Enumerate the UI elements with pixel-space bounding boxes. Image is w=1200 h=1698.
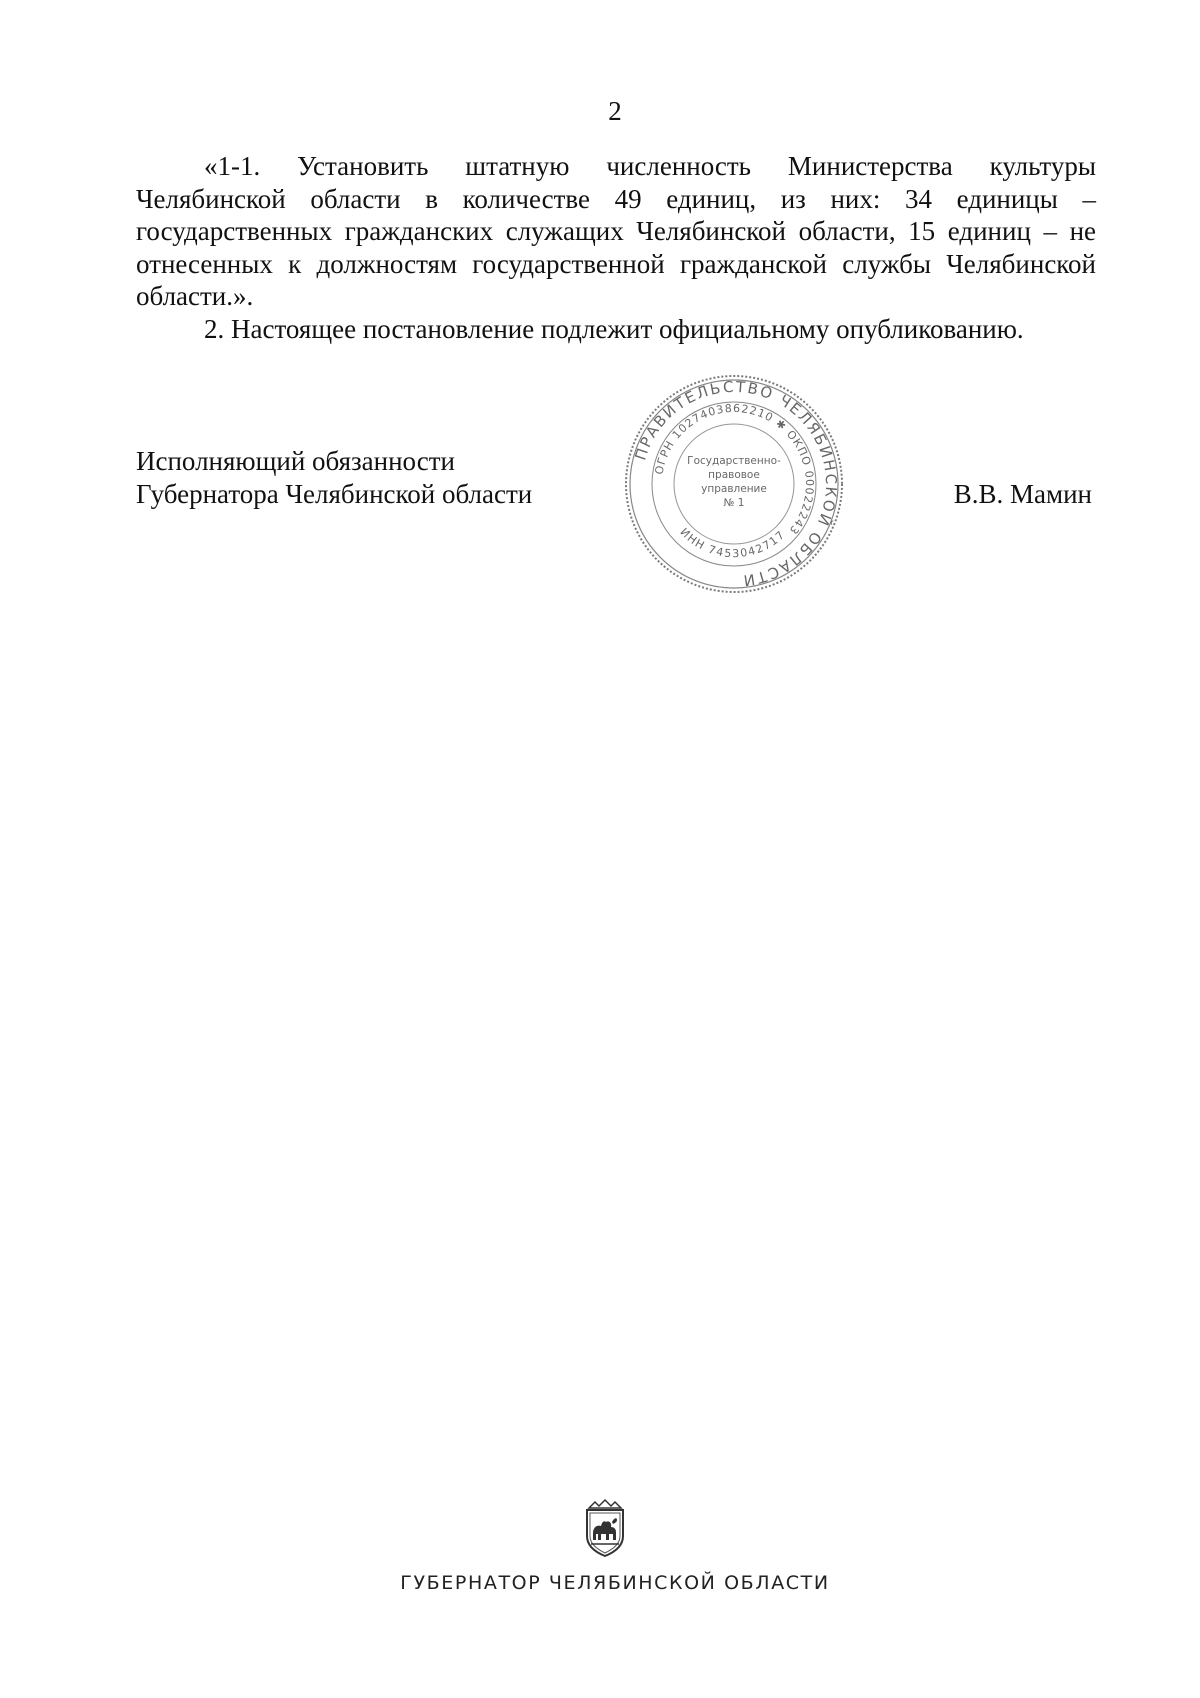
seal-center-line1: Государственно- xyxy=(687,455,781,467)
footer-title: ГУБЕРНАТОР ЧЕЛЯБИНСКОЙ ОБЛАСТИ xyxy=(400,1572,830,1594)
official-seal xyxy=(622,372,846,596)
seal-center-line4: № 1 xyxy=(723,497,745,509)
signature-title-line1: Исполняющий обязанности xyxy=(136,446,455,476)
signer-name: В.В. Мамин xyxy=(953,479,1092,509)
seal-center-line3: управление xyxy=(701,483,767,495)
seal-outer-text: ПРАВИТЕЛЬСТВО ЧЕЛЯБИНСКОЙ ОБЛАСТИ xyxy=(631,377,841,590)
paragraph-publication: 2. Настоящее постановление подлежит официальному опубликованию. xyxy=(204,313,1024,344)
signature-title xyxy=(136,445,532,511)
paragraph-staff-numbers: «1-1. Установить штатную численность Министерства культуры Челябинской области в количестве 49 единиц, из них: 34 единицы – государственных гражданских служащих Челябинской области, 15 единиц – не отнесенных к должностям государственной гражданской службы Челябинской области.». xyxy=(136,151,1096,311)
seal-center-line2: правовое xyxy=(708,469,760,481)
page-number: 2 xyxy=(608,96,622,126)
chelyabinsk-coat-of-arms-icon xyxy=(579,1498,631,1558)
document-body xyxy=(136,150,1096,345)
seal-inner-text: ОГРН 1027403862210 ✱ ОКПО 00022243 xyxy=(652,401,817,538)
seal-bottom-text: ИНН 7453042717 xyxy=(677,525,789,561)
signature-title-line2: Губернатора Челябинской области xyxy=(136,479,533,509)
